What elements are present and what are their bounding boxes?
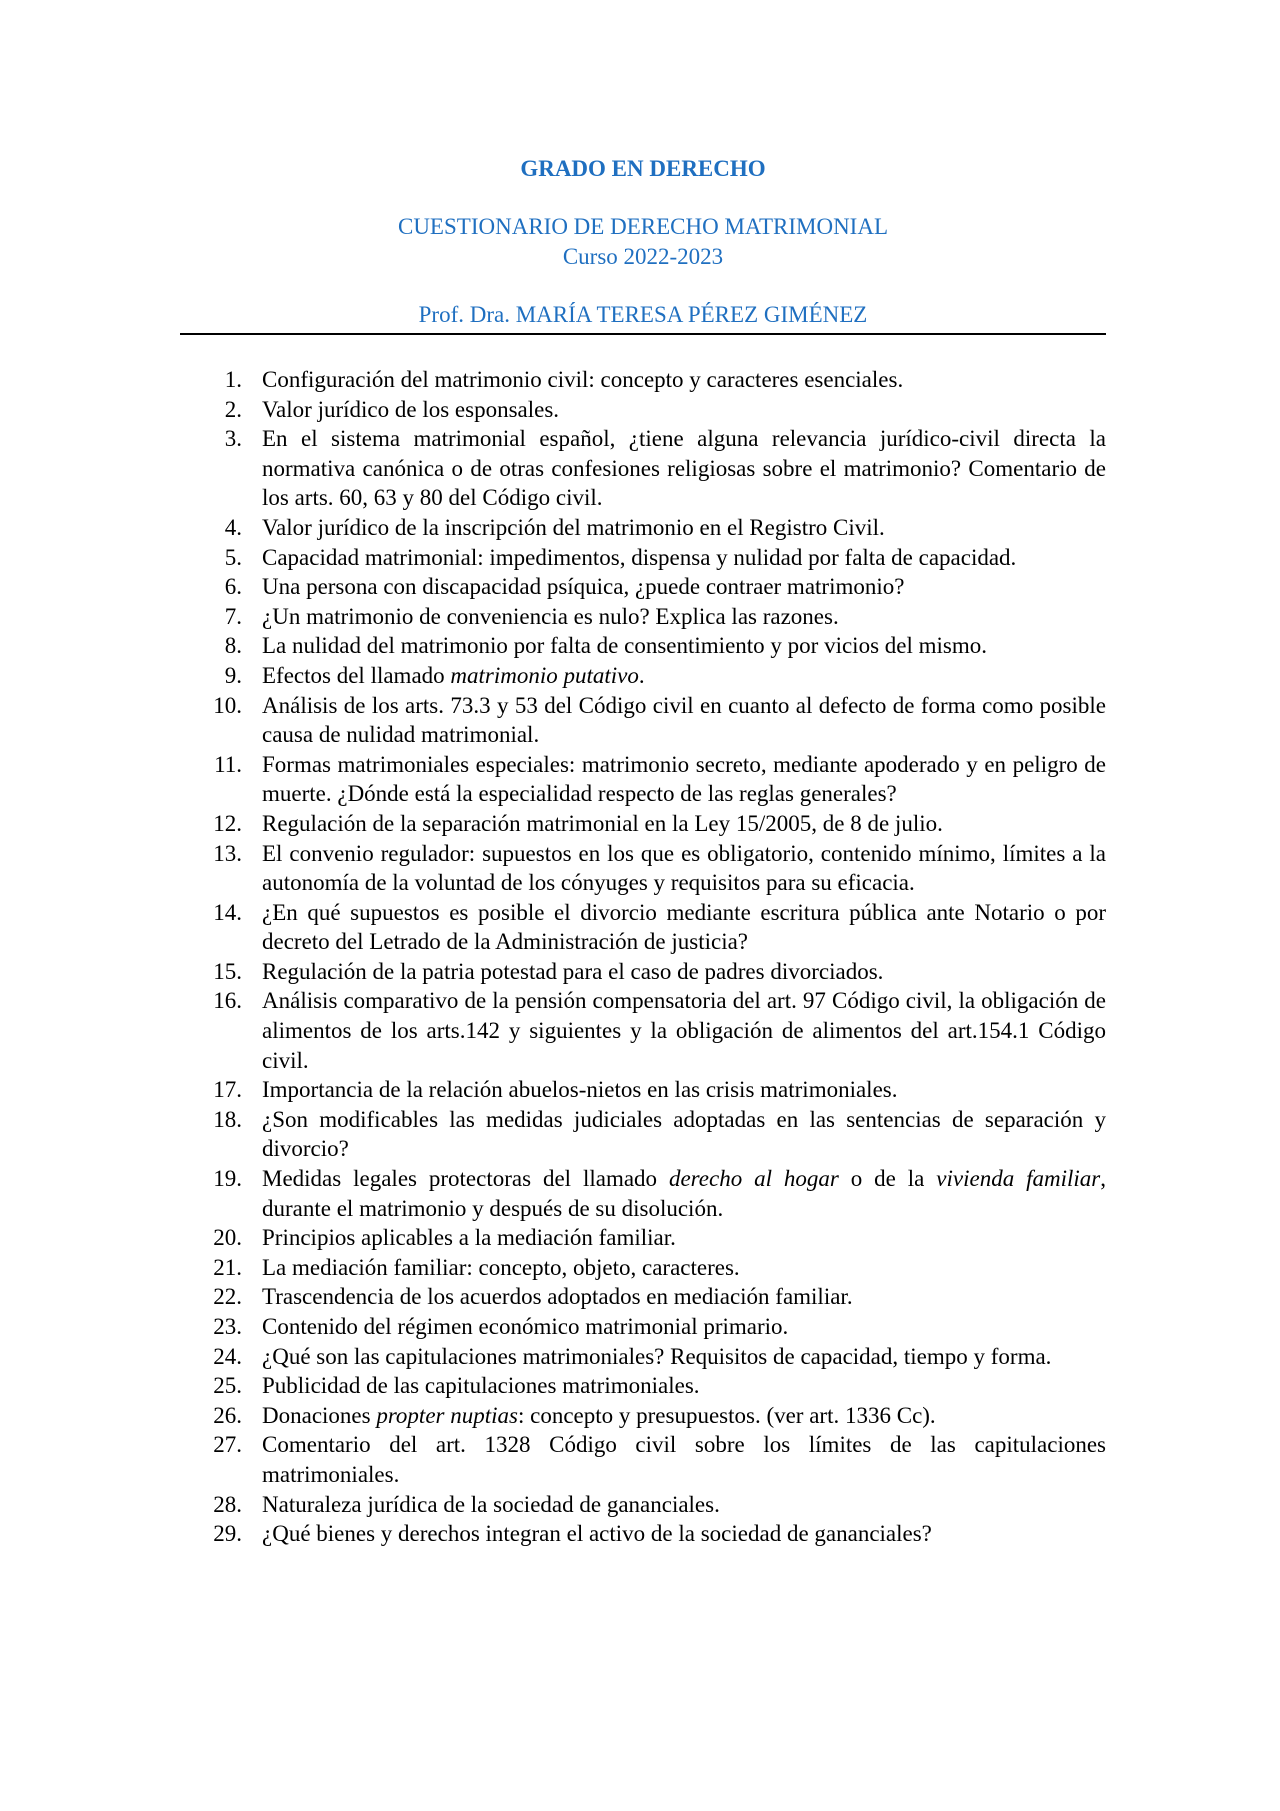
question-text-segment: Publicidad de las capitulaciones matrimoniales. xyxy=(262,1373,700,1399)
question-number: 23. xyxy=(213,1314,242,1339)
question-text xyxy=(262,1282,1106,1312)
question-number: 5. xyxy=(224,544,242,570)
question-text-segment: Regulación de la patria potestad para el caso de padres divorciados. xyxy=(262,958,884,984)
question-text xyxy=(262,543,1106,573)
question-number: 6. xyxy=(224,574,242,600)
question-number: 13. xyxy=(213,840,242,866)
question-text xyxy=(262,1253,1106,1283)
question-number: 20. xyxy=(213,1225,242,1251)
question-text xyxy=(262,513,1106,543)
question-number: 27. xyxy=(213,1432,242,1458)
question-item xyxy=(180,691,1106,750)
question-text-segment: : concepto y presupuestos. (ver art. 1336 Cc). xyxy=(517,1402,936,1428)
question-text-segment: Análisis comparativo de la pensión compensatoria del art. 97 Código civil, la obligación de alimentos de los arts.142 y siguientes y la obligación de alimentos del art.154.1 Código civil. xyxy=(262,988,1106,1073)
question-number: 29. xyxy=(213,1521,242,1547)
document-subtitle: CUESTIONARIO DE DERECHO MATRIMONIAL xyxy=(397,214,888,239)
question-number: 18. xyxy=(213,1106,242,1132)
question-item xyxy=(180,424,1106,513)
question-text-segment: Comentario del art. 1328 Código civil sobre los límites de las capitulaciones matrimoniales. xyxy=(262,1432,1106,1487)
question-item xyxy=(180,365,1106,395)
question-text-segment: El convenio regulador: supuestos en los que es obligatorio, contenido mínimo, límites a la autonomía de la voluntad de los cónyuges y requisitos para su eficacia. xyxy=(262,840,1106,896)
question-number: 26. xyxy=(213,1402,242,1428)
question-text-segment: Capacidad matrimonial: impedimentos, dispensa y nulidad por falta de capacidad. xyxy=(262,544,1017,570)
question-item xyxy=(180,1312,1106,1342)
question-text-segment: ¿Un matrimonio de conveniencia es nulo? Explica las razones. xyxy=(262,603,839,629)
question-text-segment: o de la xyxy=(838,1166,937,1192)
question-text xyxy=(262,986,1106,1075)
question-text xyxy=(262,1430,1106,1489)
question-item xyxy=(180,1075,1106,1105)
question-text-segment: Trascendencia de los acuerdos adoptados en mediación familiar. xyxy=(262,1284,853,1310)
question-text-segment: Principios aplicables a la mediación familiar. xyxy=(262,1225,676,1251)
question-text xyxy=(262,424,1106,513)
question-number: 2. xyxy=(224,396,242,422)
question-text xyxy=(262,365,1106,395)
question-text xyxy=(262,631,1106,661)
question-item xyxy=(180,1282,1106,1312)
question-text xyxy=(262,1223,1106,1253)
question-text-segment: Formas matrimoniales especiales: matrimonio secreto, mediante apoderado y en peligro de muerte. ¿Dónde está la especialidad respecto de las reglas generales? xyxy=(262,751,1106,807)
question-text-segment: ¿Son modificables las medidas judiciales adoptadas en las sentencias de separación y divorcio? xyxy=(262,1106,1106,1162)
question-number: 1. xyxy=(224,367,242,392)
question-text-segment: La nulidad del matrimonio por falta de consentimiento y por vicios del mismo. xyxy=(262,633,987,659)
question-item xyxy=(180,602,1106,632)
question-item xyxy=(180,898,1106,957)
question-item xyxy=(180,572,1106,602)
question-item xyxy=(180,1164,1106,1223)
question-item xyxy=(180,1519,1106,1549)
question-item xyxy=(180,1430,1106,1489)
question-number: 15. xyxy=(213,958,242,984)
question-item xyxy=(180,839,1106,898)
question-item xyxy=(180,1342,1106,1372)
question-text xyxy=(262,1519,1106,1549)
question-number: 4. xyxy=(224,514,242,540)
question-text-segment: La mediación familiar: concepto, objeto, caracteres. xyxy=(262,1254,740,1280)
question-text xyxy=(262,1490,1106,1520)
question-number: 22. xyxy=(213,1284,242,1310)
header-divider xyxy=(180,333,1106,335)
question-text-segment: Una persona con discapacidad psíquica, ¿puede contraer matrimonio? xyxy=(262,574,905,600)
question-number: 28. xyxy=(213,1491,242,1517)
question-text-segment: , durante el matrimonio y después de su disolución. xyxy=(262,1166,1106,1221)
question-text xyxy=(262,691,1106,750)
question-item xyxy=(180,1371,1106,1401)
question-text-segment: . xyxy=(638,662,645,688)
question-item xyxy=(180,750,1106,809)
question-number: 14. xyxy=(213,899,242,925)
question-text xyxy=(262,602,1106,632)
question-text xyxy=(262,898,1106,957)
question-text xyxy=(262,572,1106,602)
course-year: Curso 2022-2023 xyxy=(562,244,724,269)
question-text-segment: Configuración del matrimonio civil: concepto y caracteres esenciales. xyxy=(262,367,904,392)
question-text-italic: matrimonio putativo xyxy=(450,662,639,688)
question-number: 25. xyxy=(213,1373,242,1399)
question-number: 24. xyxy=(213,1343,242,1369)
question-item xyxy=(180,809,1106,839)
question-text-italic: vivienda familiar xyxy=(936,1166,1101,1192)
document-title: GRADO EN DERECHO xyxy=(520,156,766,181)
question-text-segment: Medidas legales protectoras del llamado xyxy=(262,1166,669,1192)
question-text-segment: Importancia de la relación abuelos-nietos en las crisis matrimoniales. xyxy=(262,1077,898,1103)
question-number: 17. xyxy=(213,1077,242,1103)
question-number: 21. xyxy=(213,1254,242,1280)
question-text-segment: Valor jurídico de los esponsales. xyxy=(262,396,560,422)
question-text xyxy=(262,1164,1106,1223)
question-text xyxy=(262,1401,1106,1431)
question-text xyxy=(262,1342,1106,1372)
question-text xyxy=(262,1312,1106,1342)
question-item xyxy=(180,1401,1106,1431)
question-text xyxy=(262,1075,1106,1105)
question-text-segment: ¿Qué son las capitulaciones matrimoniales? Requisitos de capacidad, tiempo y forma. xyxy=(262,1343,1052,1369)
question-text-segment: Análisis de los arts. 73.3 y 53 del Código civil en cuanto al defecto de forma como posible causa de nulidad matrimonial. xyxy=(262,692,1106,748)
question-text-segment: Naturaleza jurídica de la sociedad de gananciales. xyxy=(262,1491,720,1517)
question-text-segment: ¿En qué supuestos es posible el divorcio mediante escritura pública ante Notario o por decreto del Letrado de la Administración de justicia? xyxy=(262,899,1106,955)
question-text-italic: propter nuptias xyxy=(376,1402,518,1428)
question-item xyxy=(180,1490,1106,1520)
question-text xyxy=(262,1371,1106,1401)
question-number: 19. xyxy=(213,1166,242,1192)
question-text xyxy=(262,1105,1106,1164)
question-number: 12. xyxy=(213,810,242,836)
question-number: 11. xyxy=(214,751,242,777)
question-number: 10. xyxy=(213,692,242,718)
question-text xyxy=(262,957,1106,987)
question-number: 3. xyxy=(224,426,242,452)
question-text xyxy=(262,395,1106,425)
question-number: 8. xyxy=(224,633,242,659)
question-text-italic: derecho al hogar xyxy=(668,1166,839,1192)
question-item xyxy=(180,661,1106,691)
question-text-segment: Regulación de la separación matrimonial en la Ley 15/2005, de 8 de julio. xyxy=(262,810,943,836)
professor-name: Prof. Dra. MARÍA TERESA PÉREZ GIMÉNEZ xyxy=(418,302,868,327)
question-text xyxy=(262,809,1106,839)
question-text-segment: Valor jurídico de la inscripción del matrimonio en el Registro Civil. xyxy=(262,514,885,540)
question-text xyxy=(262,661,1106,691)
question-item xyxy=(180,957,1106,987)
question-item xyxy=(180,1223,1106,1253)
question-item xyxy=(180,395,1106,425)
question-number: 7. xyxy=(224,603,242,629)
question-text-segment: ¿Qué bienes y derechos integran el activo de la sociedad de gananciales? xyxy=(262,1521,932,1547)
question-item xyxy=(180,513,1106,543)
question-item xyxy=(180,1105,1106,1164)
question-text-segment: Efectos del llamado xyxy=(262,662,451,688)
question-number: 16. xyxy=(213,988,242,1014)
question-list xyxy=(180,365,1106,1549)
question-number: 9. xyxy=(224,662,242,688)
question-item xyxy=(180,631,1106,661)
question-text-segment: En el sistema matrimonial español, ¿tiene alguna relevancia jurídico-civil directa la normativa canónica o de otras confesiones religiosas sobre el matrimonio? Comentario de los arts. 60, 63 y 80 del Código civil. xyxy=(262,426,1106,511)
question-item xyxy=(180,986,1106,1075)
question-text-segment: Donaciones xyxy=(262,1402,377,1428)
question-text xyxy=(262,750,1106,809)
question-item xyxy=(180,543,1106,573)
question-item xyxy=(180,1253,1106,1283)
question-text xyxy=(262,839,1106,898)
question-text-segment: Contenido del régimen económico matrimonial primario. xyxy=(262,1314,789,1339)
